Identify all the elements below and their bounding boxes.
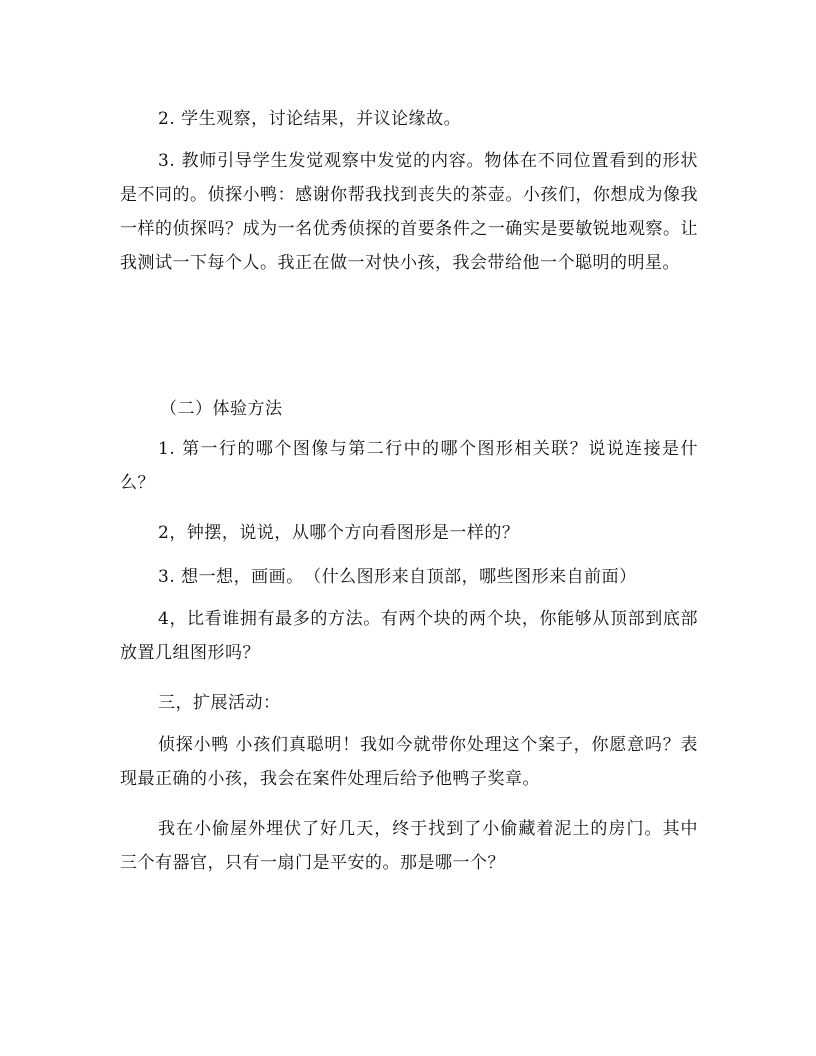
paragraph-method-3: 3. 想一想，画画。 （什么图形来自顶部，哪些图形来自前面） [158, 567, 637, 587]
paragraph-step-2: 2. 学生观察，讨论结果，并议论缘故。 [158, 109, 462, 129]
paragraph-detective-duck: 侦探小鸭 小孩们真聪明！我如今就带你处理这个案子，你愿意吗？表现最正确的小孩，我会在案件处理后给予他鸭子奖章。 [120, 735, 698, 789]
section-heading-extension-activity: 三，扩展活动： [158, 693, 281, 713]
paragraph-method-1: 1. 第一行的哪个图像与第二行中的哪个图形相关联？说说连接是什么？ [120, 439, 698, 493]
paragraph-step-3: 3. 教师引导学生发觉观察中发觉的内容。物体在不同位置看到的形状是不同的。侦探小鸭：感谢你帮我找到丧失的茶壶。小孩们，你想成为像我一样的侦探吗？成为一名优秀侦探的首要条件之一确实是要敏锐地观察。让我测试一下每个人。我正在做一对快小孩，我会带给他一个聪明的明星。 [120, 151, 698, 273]
paragraph-thief-house: 我在小偷屋外埋伏了好几天，终于找到了小偷藏着泥土的房门。其中三个有器官，只有一扇门是平安的。那是哪一个？ [120, 819, 698, 873]
paragraph-method-4: 4，比看谁拥有最多的方法。有两个块的两个块，你能够从顶部到底部放置几组图形吗？ [120, 609, 698, 663]
paragraph-method-2: 2，钟摆，说说，从哪个方向看图形是一样的？ [158, 523, 520, 543]
section-heading-experience-method: （二）体验方法 [160, 399, 283, 419]
